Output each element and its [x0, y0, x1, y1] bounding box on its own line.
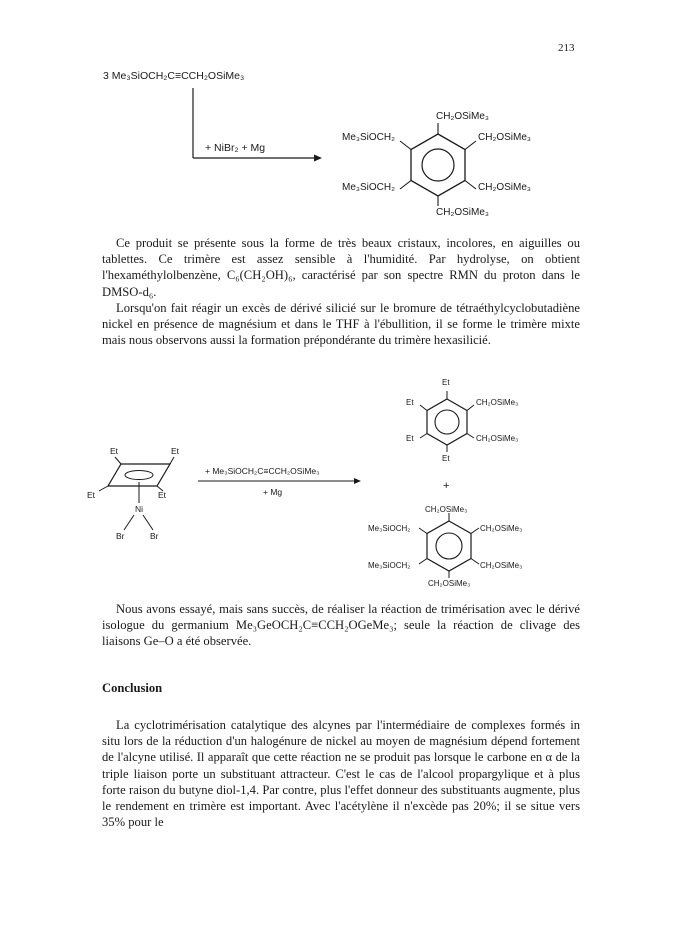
hexa-sub-lower-left: Me₃SiOCH₂: [368, 561, 411, 570]
mixed-trimer-ring: [420, 391, 474, 452]
scheme1-sub-upper-left: Me₃SiOCH₂: [342, 132, 395, 143]
mixed-sub-bottom: Et: [442, 454, 450, 463]
scheme1-sub-lower-left: Me₃SiOCH₂: [342, 182, 395, 193]
mixed-sub-lower-right: CH₂OSiMe₃: [476, 434, 519, 443]
hexa-sub-lower-right: CH₂OSiMe₃: [480, 561, 523, 570]
mixed-sub-upper-right: CH₂OSiMe₃: [476, 398, 519, 407]
scheme1-sub-upper-right: CH₂OSiMe₃: [478, 132, 531, 143]
scheme1-sub-bottom: CH₂OSiMe₃: [436, 207, 489, 218]
mixed-sub-top: Et: [442, 378, 450, 387]
hexa-sub-upper-right: CH₂OSiMe₃: [480, 524, 523, 533]
paragraph-3: Nous avons essayé, mais sans succès, de réaliser la réaction de trimérisation avec le dérivé isologue du germanium Me₃GeOCH₂C≡CCH₂OGeMe₃; seule la réaction de clivage des liaisons Ge–O a été observée.: [102, 602, 580, 649]
scheme2-reagent-below: + Mg: [263, 487, 283, 497]
conclusion-text: La cyclotrimérisation catalytique des alcynes par l'intermédiaire de complexes formés in situ lors de la réduction d'un halogénure de nickel au moyen de magnésium dépend fortement de l'alcyne utilisé. Il apparaît que cette réaction ne se produit pas lorsque le carbone en α de la triple liaison porte un substituant attracteur. C'est le cas de l'alcool propargylique et à plus forte raison du butyne diol-1,4. Par contre, plus l'effet donneur des substituants augmente, plus le rendement en trimère est important. Avec l'acétylène il n'excède pas 20%; il se situe vers 35% pour le: [102, 718, 580, 830]
scheme1-arrow-head: [314, 155, 322, 162]
scheme1-sub-top: CH₂OSiMe₃: [436, 111, 489, 122]
complex-br-left: Br: [116, 531, 125, 541]
complex-et-bottom-left: Et: [87, 490, 96, 500]
scheme-2: [0, 370, 680, 610]
hexa-sub-top: CH₂OSiMe₃: [425, 505, 468, 514]
scheme1-sub-lower-right: CH₂OSiMe₃: [478, 182, 531, 193]
scheme1-benzene-ring: [400, 123, 476, 206]
complex-et-top-left: Et: [110, 446, 119, 456]
scheme2-arrow-head: [354, 478, 361, 484]
scheme1-reactant: 3 Me₃SiOCH₂C≡CCH₂OSiMe₃: [103, 70, 245, 82]
scheme1-reagents: + NiBr₂ + Mg: [205, 142, 266, 154]
conclusion-heading: Conclusion: [102, 681, 163, 695]
hexa-sub-bottom: CH₂OSiMe₃: [428, 579, 471, 588]
hexa-sub-upper-left: Me₃SiOCH₂: [368, 524, 411, 533]
hexa-trimer-ring: [419, 513, 479, 578]
complex-br-right: Br: [150, 531, 159, 541]
mixed-sub-lower-left: Et: [406, 434, 414, 443]
paragraph-2: Lorsqu'on fait réagir un excès de dérivé silicié sur le bromure de tétraéthylcyclobutadiène nickel en présence de magnésium et dans le THF à l'ébullition, il se forme le trimère mixte mais nous observons aussi la formation prépondérante du trimère hexasilicié.: [102, 301, 580, 348]
scheme2-reagent-above: + Me₃SiOCH₂C≡CCH₂OSiMe₃: [205, 466, 320, 476]
complex-et-bottom-right: Et: [158, 490, 167, 500]
page-number: 213: [558, 42, 575, 54]
mixed-sub-upper-left: Et: [406, 398, 414, 407]
complex-nickel: Ni: [135, 504, 144, 514]
paragraph-1: Ce produit se présente sous la forme de très beaux cristaux, incolores, en aiguilles ou tablettes. Ce trimère est assez sensible à l'humidité. Par hydrolyse, on obtient l'hexaméthylolbenzène, C₆(CH₂OH)₆, caractérisé par son spectre RMN du proton dans le DMSO-d₆.: [102, 236, 580, 299]
scheme2-plus: +: [443, 480, 450, 492]
complex-et-top-right: Et: [171, 446, 180, 456]
scheme-1: [0, 0, 680, 230]
